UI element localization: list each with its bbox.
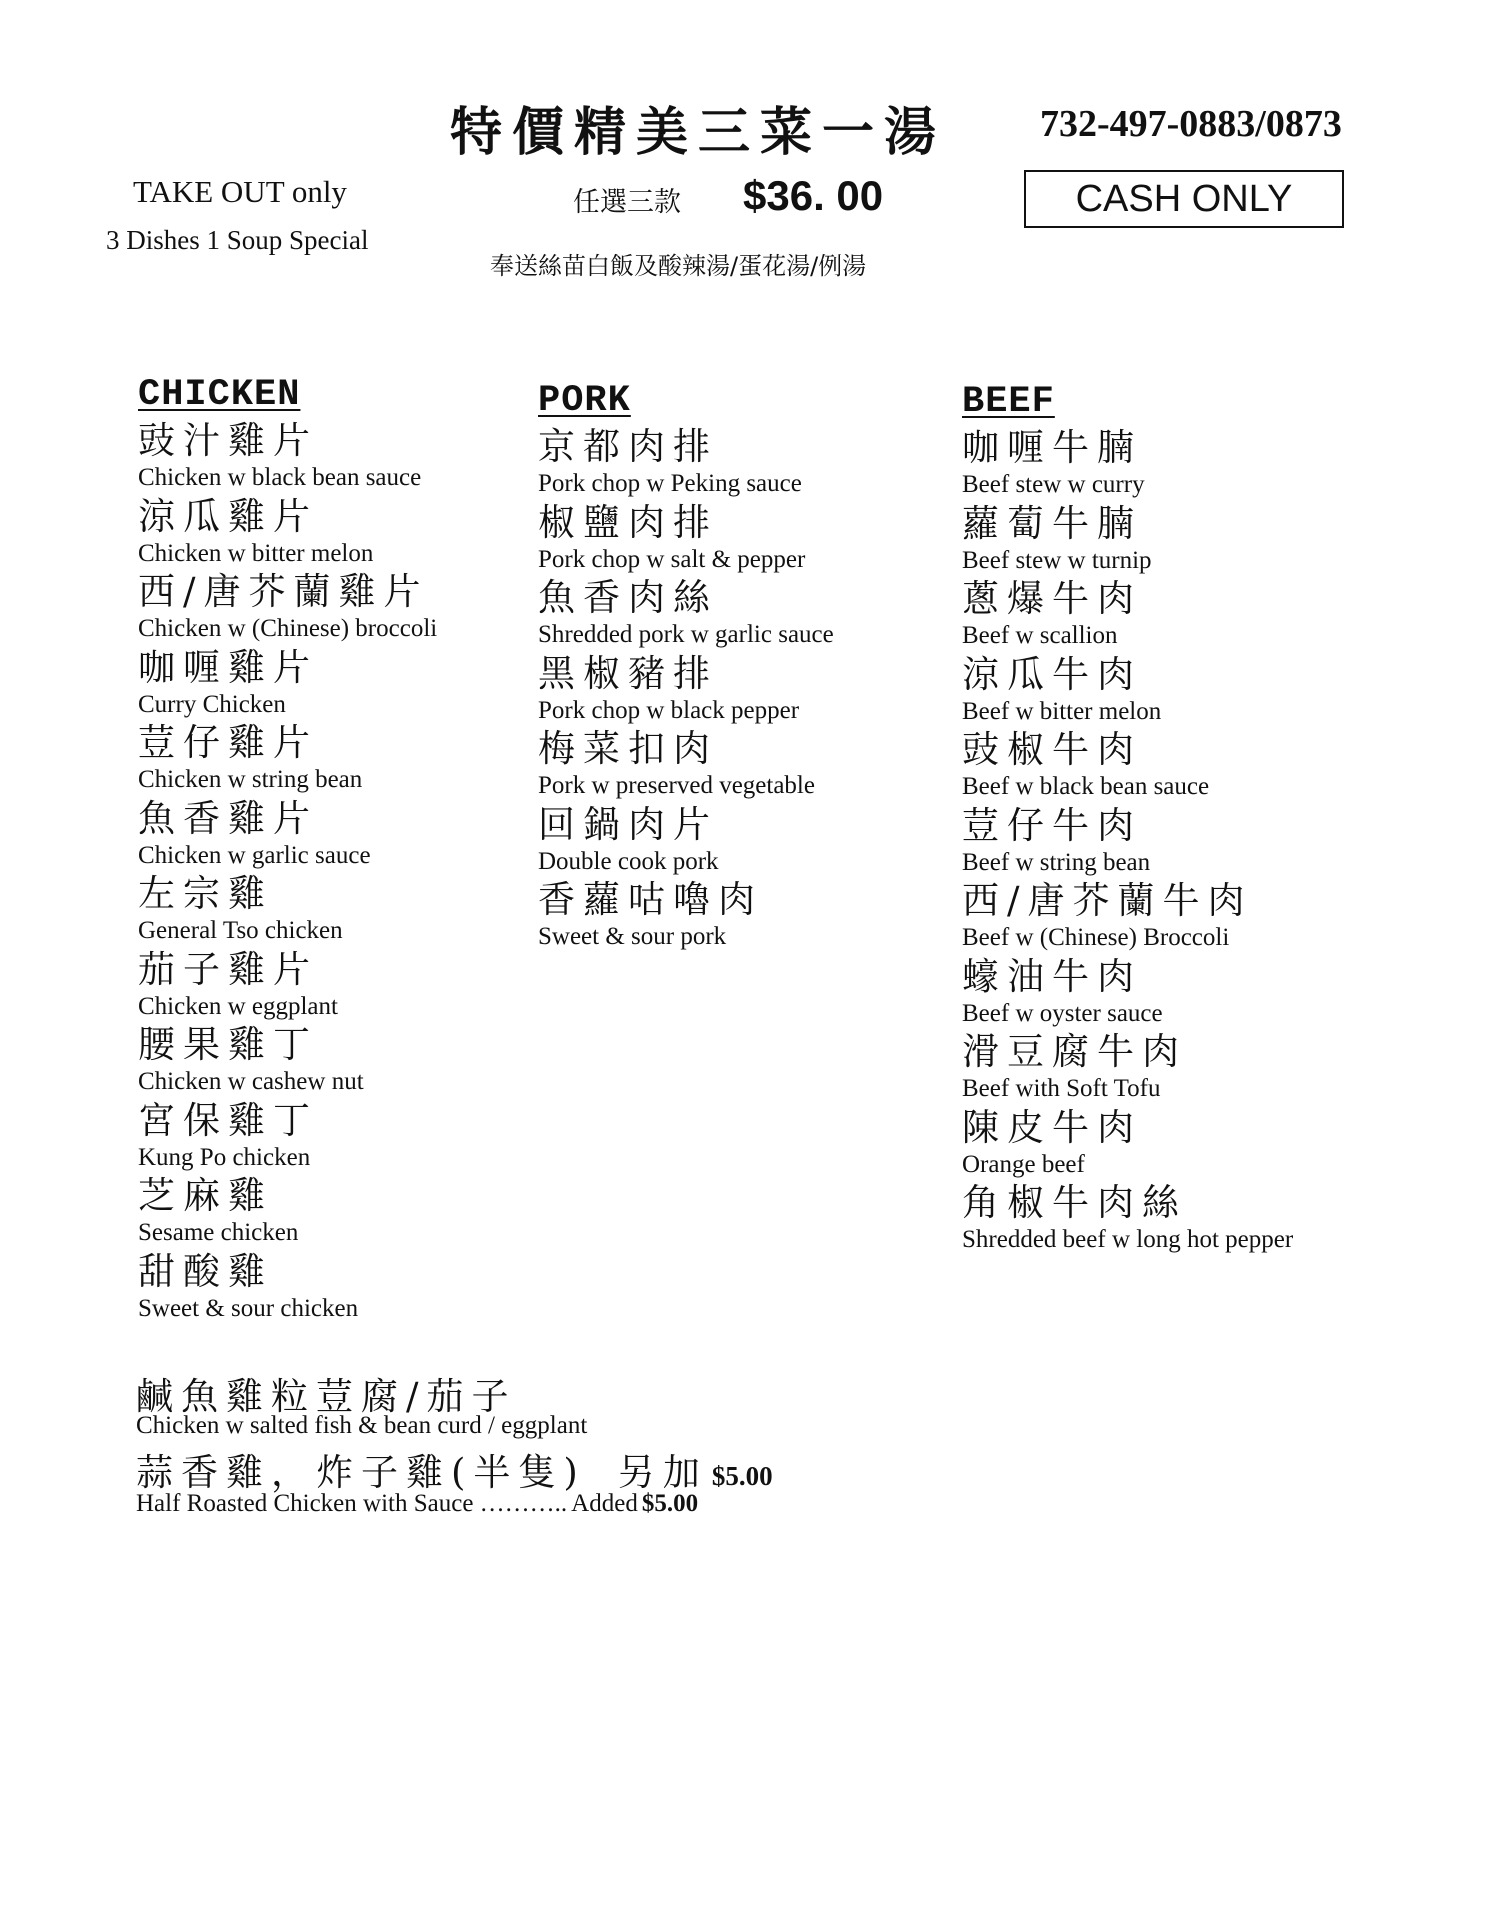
item-name-zh: 蔥爆牛肉 xyxy=(962,577,1142,620)
item-name-en: Beef w oyster sauce xyxy=(962,999,1163,1027)
extra-roast-chicken-en xyxy=(136,1490,698,1518)
item-name-zh: 涼瓜雞片 xyxy=(138,494,318,538)
menu-item xyxy=(138,1022,437,1098)
item-name-zh: 咖喱雞片 xyxy=(138,645,318,689)
menu-item xyxy=(962,1105,1293,1181)
item-name-zh: 滑豆腐牛肉 xyxy=(962,1030,1187,1073)
item-name-en: Chicken w string bean xyxy=(138,766,363,793)
menu-item xyxy=(962,576,1293,652)
menu-item xyxy=(962,425,1293,501)
menu-item xyxy=(962,727,1293,803)
takeout-label: TAKE OUT only xyxy=(133,174,347,209)
item-name-en: Shredded beef w long hot pepper xyxy=(962,1226,1294,1253)
free-soup-note: 奉送絲苗白飯及酸辣湯/蛋花湯/例湯 xyxy=(490,252,867,280)
beef-heading: BEEF xyxy=(962,381,1055,423)
pork-heading: PORK xyxy=(538,380,631,422)
beef-column xyxy=(962,381,1293,1256)
item-name-en: Shredded pork w garlic sauce xyxy=(538,621,834,648)
menu-item xyxy=(962,1180,1293,1256)
item-name-zh: 蠔油牛肉 xyxy=(962,954,1142,998)
item-name-en: Chicken w bitter melon xyxy=(138,539,374,567)
chicken-column xyxy=(138,374,437,1324)
item-name-en: Chicken w garlic sauce xyxy=(138,841,371,869)
item-name-en: Chicken w eggplant xyxy=(138,992,338,1020)
menu-item xyxy=(538,877,834,953)
item-name-zh: 腰果雞丁 xyxy=(138,1023,318,1066)
menu-item xyxy=(538,802,834,878)
item-name-en: Kung Po chicken xyxy=(138,1143,311,1171)
menu-item xyxy=(962,803,1293,879)
menu-item xyxy=(138,1173,437,1249)
item-name-zh: 京都肉排 xyxy=(538,425,718,468)
menu-item xyxy=(538,651,834,727)
added-price: $5.00 xyxy=(641,1490,699,1517)
item-name-zh: 魚香雞片 xyxy=(138,796,318,840)
menu-item xyxy=(538,500,834,576)
item-name-en: Curry Chicken xyxy=(138,690,286,718)
item-name-zh: 椒鹽肉排 xyxy=(538,500,718,544)
item-name-zh: 涼瓜牛肉 xyxy=(962,652,1142,696)
item-name-zh: 咖喱牛腩 xyxy=(962,426,1142,469)
item-name-zh: 荳仔牛肉 xyxy=(962,803,1142,847)
item-name-zh: 西/唐芥蘭牛肉 xyxy=(962,879,1253,922)
item-name-zh: 梅菜扣肉 xyxy=(538,727,718,770)
item-name-zh: 甜酸雞 xyxy=(138,1249,273,1293)
addon-price: $5.00 xyxy=(711,1461,773,1491)
item-name-en: Pork chop w salt & pepper xyxy=(538,545,806,573)
item-name-en: Beef w black bean sauce xyxy=(962,773,1210,800)
item-name-en: Beef stew w curry xyxy=(962,471,1145,498)
menu-item xyxy=(138,645,437,721)
page-title: 特價精美三菜一湯 xyxy=(450,102,947,163)
item-name-en: Beef w bitter melon xyxy=(962,697,1162,725)
menu-item xyxy=(138,947,437,1023)
item-name-zh: 西/唐芥蘭雞片 xyxy=(138,570,429,613)
addon-label-zh: 另加 xyxy=(617,1451,708,1494)
item-name-en: Pork chop w black pepper xyxy=(538,696,800,724)
menu-item xyxy=(962,652,1293,728)
item-name-zh: 魚香肉絲 xyxy=(538,576,718,619)
choose-three-label: 任選三款 xyxy=(573,187,681,218)
menu-item xyxy=(538,424,834,500)
cash-only-badge: CASH ONLY xyxy=(1024,170,1344,228)
item-name-en: Pork w preserved vegetable xyxy=(538,772,815,799)
item-name-zh: 黑椒豬排 xyxy=(538,651,718,695)
item-name-zh: 荳仔雞片 xyxy=(138,721,318,764)
item-name-en: Chicken w (Chinese) broccoli xyxy=(138,615,438,642)
item-name-en: Chicken w cashew nut xyxy=(138,1068,364,1095)
menu-item xyxy=(138,1249,437,1325)
menu-item xyxy=(138,494,437,570)
item-name-zh: 宮保雞丁 xyxy=(138,1098,318,1142)
item-name-zh: 陳皮牛肉 xyxy=(962,1105,1142,1149)
item-name-en: General Tso chicken xyxy=(138,917,343,944)
item-name-zh: 蒜香雞，炸子雞(半隻) xyxy=(136,1451,586,1494)
phone-number: 732-497-0883/0873 xyxy=(1040,103,1342,145)
extra-salted-fish-en xyxy=(136,1412,587,1440)
menu-item xyxy=(138,720,437,796)
item-name-en: Double cook pork xyxy=(538,847,719,875)
item-name-en: Half Roasted Chicken with Sauce ……….. xyxy=(136,1490,568,1517)
chicken-heading: CHICKEN xyxy=(138,374,301,416)
pork-column xyxy=(538,380,834,953)
item-name-zh: 茄子雞片 xyxy=(138,947,318,991)
menu-item xyxy=(962,501,1293,577)
special-label: 3 Dishes 1 Soup Special xyxy=(106,225,369,255)
item-name-zh: 香蘿咕嚕肉 xyxy=(538,878,763,921)
item-name-zh: 芝麻雞 xyxy=(138,1174,273,1217)
item-name-en: Chicken w salted fish & bean curd / eggplant xyxy=(136,1412,588,1439)
menu-item xyxy=(138,796,437,872)
menu-item xyxy=(962,1029,1293,1105)
item-name-en: Sweet & sour chicken xyxy=(138,1294,359,1322)
menu-item xyxy=(962,954,1293,1030)
item-name-en: Beef with Soft Tofu xyxy=(962,1075,1161,1102)
item-name-zh: 左宗雞 xyxy=(138,872,273,915)
item-name-en: Pork chop w Peking sauce xyxy=(538,470,802,497)
item-name-zh: 鹹魚雞粒荳腐/茄子 xyxy=(136,1375,517,1418)
item-name-en: Sweet & sour pork xyxy=(538,923,727,950)
menu-item xyxy=(138,871,437,947)
menu-item xyxy=(962,878,1293,954)
menu-item xyxy=(138,418,437,494)
item-name-zh: 角椒牛肉絲 xyxy=(962,1181,1187,1224)
item-name-zh: 蘿蔔牛腩 xyxy=(962,501,1142,545)
menu-item xyxy=(138,1098,437,1174)
item-name-zh: 回鍋肉片 xyxy=(538,802,718,846)
item-name-en: Orange beef xyxy=(962,1150,1085,1178)
added-label: Added xyxy=(571,1490,638,1517)
menu-item xyxy=(538,726,834,802)
special-price: $36. 00 xyxy=(743,172,884,219)
menu-item xyxy=(138,569,437,645)
item-name-zh: 豉椒牛肉 xyxy=(962,728,1142,771)
menu-item xyxy=(538,575,834,651)
item-name-zh: 豉汁雞片 xyxy=(138,419,318,462)
item-name-en: Beef w scallion xyxy=(962,622,1118,649)
item-name-en: Chicken w black bean sauce xyxy=(138,464,422,491)
item-name-en: Beef w (Chinese) Broccoli xyxy=(962,924,1230,951)
item-name-en: Sesame chicken xyxy=(138,1219,299,1246)
extra-roast-chicken-zh xyxy=(136,1442,773,1496)
item-name-en: Beef stew w turnip xyxy=(962,546,1152,574)
item-name-en: Beef w string bean xyxy=(962,848,1151,876)
